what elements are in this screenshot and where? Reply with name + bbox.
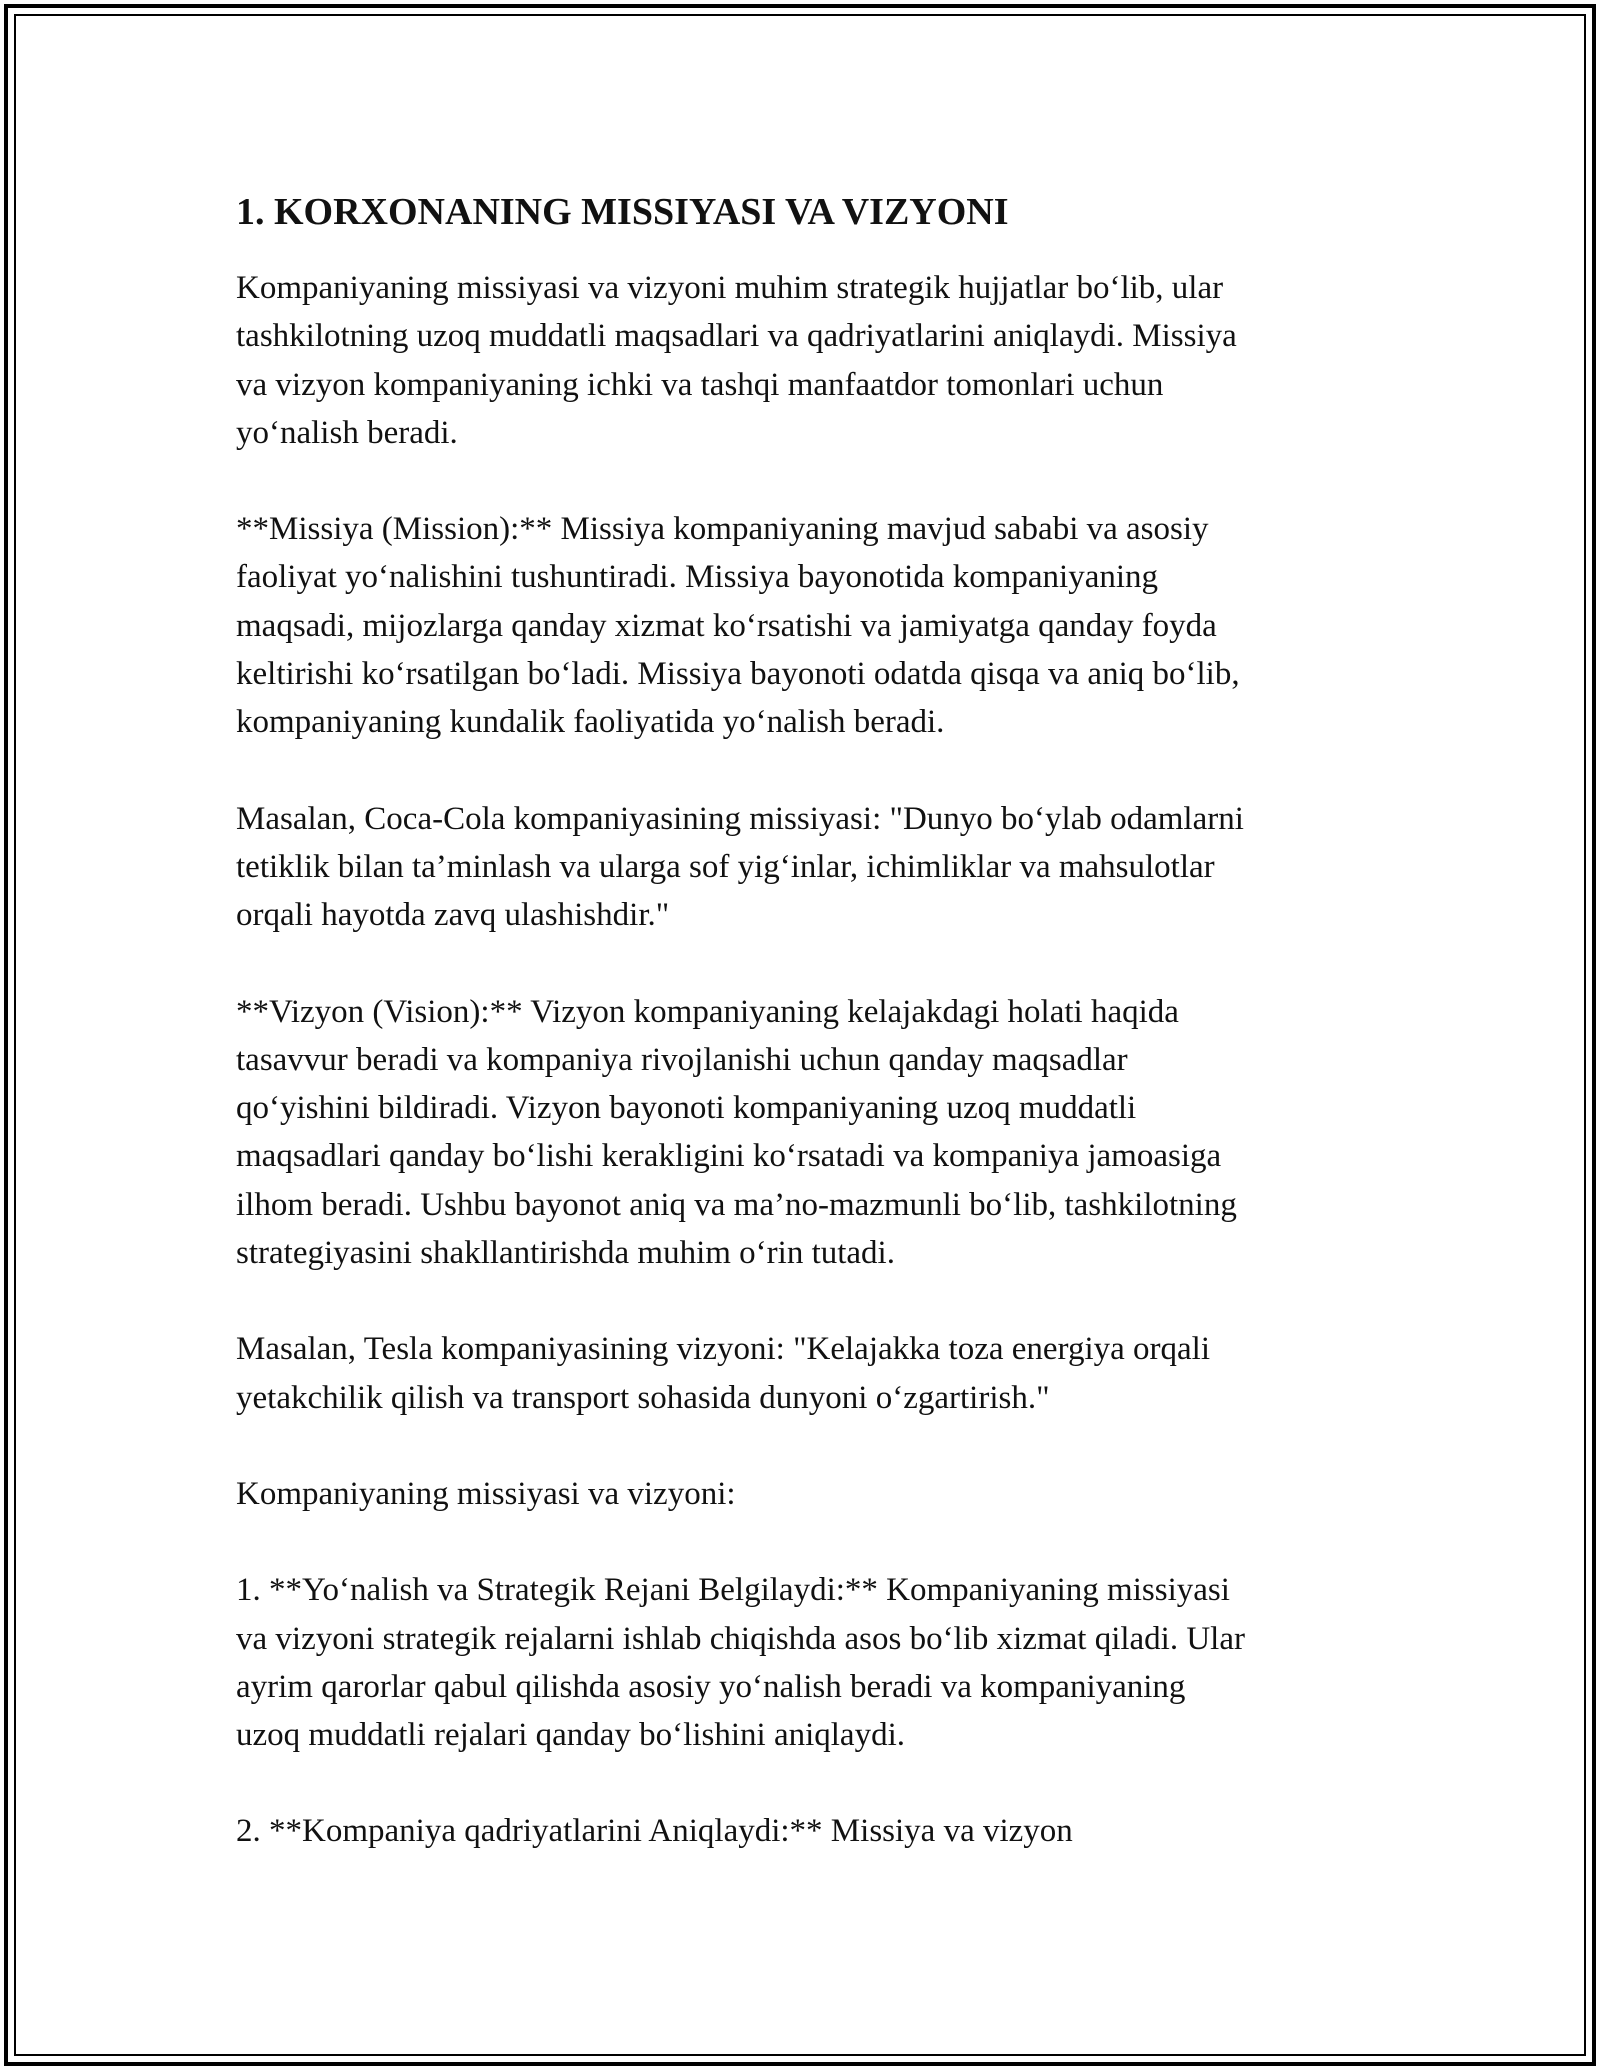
list-intro-paragraph	[236, 1470, 1368, 1518]
text-line: Kompaniyaning missiyasi va vizyoni:	[236, 1475, 736, 1512]
text-line: strategiyasini shakllantirishda muhim o‘rin tutadi.	[236, 1235, 895, 1272]
text-line: orqali hayotda zavq ulashishdir."	[236, 897, 670, 934]
text-line: **Missiya (Mission):** Missiya kompaniyaning mavjud sababi va asosiy	[236, 511, 1209, 548]
text-line: uzoq muddatli rejalari qanday bo‘lishini aniqlaydi.	[236, 1717, 905, 1754]
text-line: keltirishi ko‘rsatilgan bo‘ladi. Missiya bayonoti odatda qisqa va aniq bo‘lib,	[236, 656, 1240, 693]
text-line: qo‘yishini bildiradi. Vizyon bayonoti kompaniyaning uzoq muddatli	[236, 1090, 1137, 1127]
text-line: ayrim qarorlar qabul qilishda asosiy yo‘nalish beradi va kompaniyaning	[236, 1668, 1186, 1705]
vision-paragraph	[236, 988, 1368, 1278]
document-body	[236, 188, 1368, 1904]
text-line: ilhom beradi. Ushbu bayonot aniq va ma’no-mazmunli bo‘lib, tashkilotning	[236, 1186, 1237, 1223]
text-line: tashkilotning uzoq muddatli maqsadlari va qadriyatlarini aniqlaydi. Missiya	[236, 318, 1237, 355]
text-line: tetiklik bilan ta’minlash va ularga sof yig‘inlar, ichimliklar va mahsulotlar	[236, 848, 1215, 885]
text-line: Masalan, Coca-Cola kompaniyasining missiyasi: "Dunyo bo‘ylab odamlarni	[236, 800, 1244, 837]
list-item-2	[236, 1807, 1368, 1855]
text-line: va vizyon kompaniyaning ichki va tashqi manfaatdor tomonlari uchun	[236, 366, 1164, 403]
text-line: 1. **Yo‘nalish va Strategik Rejani Belgilaydi:** Kompaniyaning missiyasi	[236, 1572, 1230, 1609]
mission-paragraph	[236, 505, 1368, 746]
text-line: tasavvur beradi va kompaniya rivojlanishi uchun qanday maqsadlar	[236, 1041, 1128, 1078]
text-line: 2. **Kompaniya qadriyatlarini Aniqlaydi:** Missiya va vizyon	[236, 1813, 1073, 1850]
text-line: Kompaniyaning missiyasi va vizyoni muhim strategik hujjatlar bo‘lib, ular	[236, 270, 1224, 306]
vision-example-paragraph	[236, 1325, 1368, 1422]
text-line: kompaniyaning kundalik faoliyatida yo‘nalish beradi.	[236, 704, 945, 741]
text-line: maqsadlari qanday bo‘lishi kerakligini ko‘rsatadi va kompaniya jamoasiga	[236, 1138, 1222, 1175]
list-item-1	[236, 1566, 1368, 1759]
text-line: yo‘nalish beradi.	[236, 414, 458, 451]
text-line: Masalan, Tesla kompaniyasining vizyoni: "Kelajakka toza energiya orqali	[236, 1331, 1210, 1368]
text-line: maqsadi, mijozlarga qanday xizmat ko‘rsatishi va jamiyatga qanday foyda	[236, 607, 1217, 644]
mission-example-paragraph	[236, 795, 1368, 940]
intro-paragraph	[236, 264, 1368, 457]
text-line: va vizyoni strategik rejalarni ishlab chiqishda asos bo‘lib xizmat qiladi. Ular	[236, 1620, 1245, 1657]
text-line: yetakchilik qilish va transport sohasida dunyoni o‘zgartirish."	[236, 1379, 1050, 1416]
text-line: faoliyat yo‘nalishini tushuntiradi. Missiya bayonotida kompaniyaning	[236, 559, 1159, 596]
text-line: **Vizyon (Vision):** Vizyon kompaniyaning kelajakdagi holati haqida	[236, 993, 1179, 1030]
section-heading: 1. KORXONANING MISSIYASI VA VIZYONI	[236, 191, 1009, 233]
